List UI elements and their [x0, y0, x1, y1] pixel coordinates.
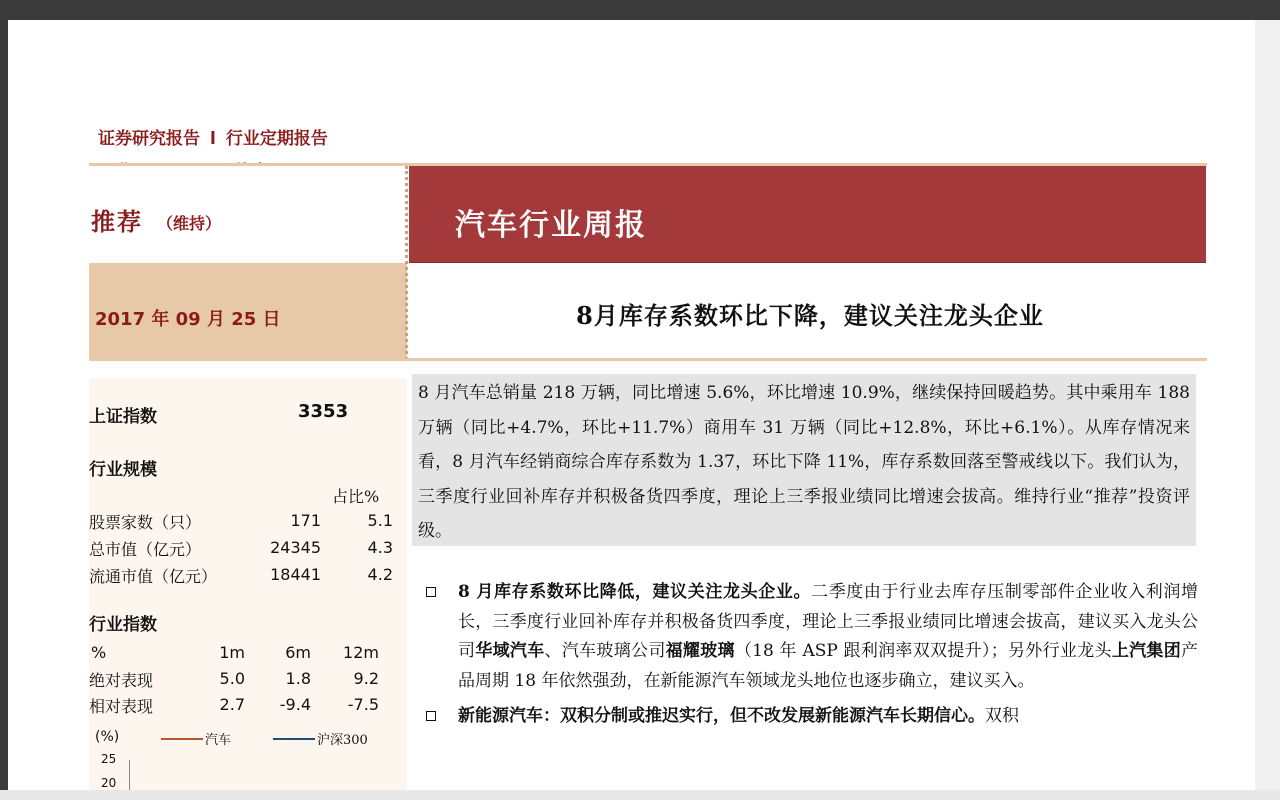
- scale-row-value: 18441: [270, 565, 321, 584]
- key-point-text: （18 年 ASP 跟利润率双双提升）；另外行业龙头: [734, 641, 1112, 661]
- scale-row-value: 171: [290, 511, 321, 530]
- perf-title: 行业指数: [89, 615, 157, 635]
- rating-label: 推荐: [91, 207, 143, 236]
- report-date: 2017 年 09 月 25 日: [95, 309, 281, 330]
- checkbox-bullet-icon: [426, 711, 436, 721]
- axis-tick-20: 20: [101, 776, 117, 790]
- scale-row-share: 5.1: [367, 511, 393, 530]
- viewer-scrollbar-right[interactable]: [1255, 20, 1280, 790]
- legend-label-auto: 汽车: [205, 733, 232, 748]
- perf-row-12m: -7.5: [347, 695, 379, 714]
- viewer-scrollbar-bottom[interactable]: [0, 790, 1280, 800]
- report-type-label: 证券研究报告: [98, 129, 200, 149]
- legend-line-csi300: [273, 738, 315, 740]
- dotted-divider: [405, 166, 408, 360]
- perf-row-1m: 2.7: [219, 695, 245, 714]
- perf-header-12m: 12m: [343, 643, 379, 662]
- key-points: [424, 578, 1198, 738]
- market-data-sidebar: [89, 378, 407, 798]
- report-subtype-label: 行业定期报告: [225, 129, 328, 149]
- perf-row-label: 相对表现: [89, 697, 154, 716]
- company-name: 上汽集团: [1111, 641, 1182, 661]
- key-point: [424, 578, 1198, 696]
- middle-divider: [89, 358, 1207, 361]
- report-title-banner: [409, 166, 1206, 263]
- rating-status: （维持）: [157, 214, 222, 233]
- scale-row-share: 4.2: [367, 565, 393, 584]
- perf-row-6m: 1.8: [285, 669, 311, 688]
- scale-title: 行业规模: [89, 460, 157, 480]
- key-point: [424, 702, 1198, 732]
- perf-row-label: 绝对表现: [89, 671, 154, 690]
- company-name: 福耀玻璃: [665, 641, 735, 661]
- date-block: [89, 263, 407, 360]
- perf-header-6m: 6m: [285, 643, 311, 662]
- perf-header-unit: %: [91, 643, 107, 662]
- perf-header-1m: 1m: [219, 643, 245, 662]
- key-point-lead: 新能源汽车：双积分制或推迟实行，但不改发展新能源汽车长期信心。: [458, 706, 985, 726]
- scale-row-share: 4.3: [367, 538, 393, 557]
- checkbox-bullet-icon: [426, 587, 436, 597]
- key-point-text: 双积: [985, 706, 1019, 726]
- perf-row-1m: 5.0: [219, 669, 245, 688]
- legend-label-csi300: 沪深300: [317, 733, 368, 748]
- report-subtitle: 8月库存系数环比下降，建议关注龙头企业: [576, 301, 1044, 330]
- rating-block: [89, 166, 407, 263]
- axis-tick-25: 25: [101, 752, 117, 766]
- key-point-text: 二季度由于行业去库存压制零部件企业收入利润增长，三季度行业回补库存并积极备货四季度，理论上三季报业绩同比增速会拔高，建议买入龙头公司: [458, 582, 1199, 661]
- perf-row-12m: 9.2: [353, 669, 379, 688]
- summary-text: 8 月汽车总销量 218 万辆，同比增速 5.6%，环比增速 10.9%，继续保持回暖趋势。其中乘用车 188 万辆（同比+4.7%，环比+11.7%）商用车 31 万辆（同比+12.8%，环比+6.1%）。从库存情况来看，8 月汽车经销商综合库存系数为 1.37，环比下降 11%，库存系数回落至警戒线以下。我们认为，三季度行业回补库存并积极备货四季度，理论上三季报业绩同比增速会拔高。维持行业“推荐”投资评级。: [418, 383, 1190, 541]
- legend-line-auto: [161, 738, 203, 740]
- report-type-header: [98, 124, 328, 149]
- index-label: 上证指数: [89, 407, 157, 427]
- key-point-text: 产品周期 18 年依然强劲，在新能源汽车领域龙头地位也逐步确立，建议买入。: [458, 641, 1199, 691]
- scale-row-label: 总市值（亿元）: [89, 540, 202, 559]
- report-title: 汽车行业周报: [455, 208, 647, 243]
- key-point-lead: 8 月库存系数环比降低，建议关注龙头企业。: [458, 582, 812, 602]
- key-point-text: 、汽车玻璃公司: [544, 641, 666, 661]
- perf-row-6m: -9.4: [279, 695, 311, 714]
- scale-row-value: 24345: [270, 538, 321, 557]
- share-header: 占比%: [332, 487, 380, 506]
- company-name: 华域汽车: [475, 641, 545, 661]
- chart-unit: (%): [95, 729, 120, 745]
- summary-box: [412, 374, 1196, 546]
- index-value: 3353: [298, 401, 349, 422]
- scale-row-label: 流通市值（亿元）: [89, 567, 218, 586]
- header-separator: l: [210, 129, 216, 149]
- scale-row-label: 股票家数（只）: [89, 513, 202, 532]
